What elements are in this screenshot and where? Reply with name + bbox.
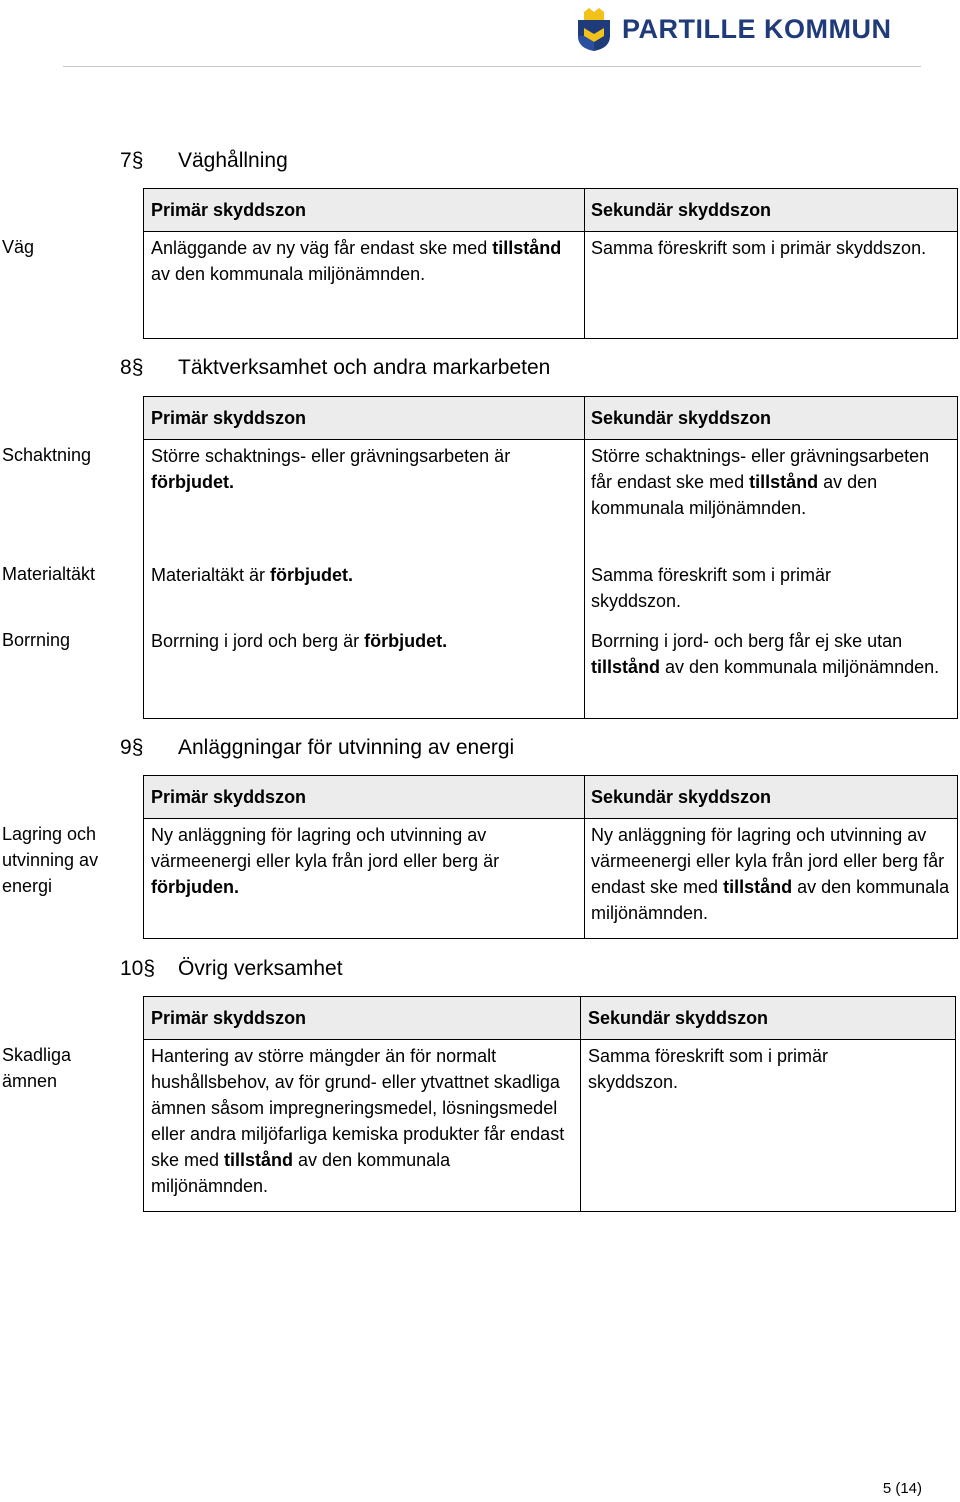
primary-rule: Större schaktnings- eller grävningsarbeten är förbjudet. [151,446,511,492]
column-divider [584,776,585,938]
section-number: 8 [120,356,132,379]
primary-rule: Ny anläggning för lagring och utvinning av värmeenergi eller kyla från jord eller berg är förbjuden. [151,825,500,897]
row-label-vag: Väg [2,237,35,257]
column-divider [584,397,585,718]
section-number: 10 [120,957,144,980]
section-7-table [143,188,958,339]
section-9-heading [120,734,515,762]
section-title: Övrig verksamhet [178,957,343,980]
section-10-heading [120,955,343,983]
primary-rule: Hantering av större mängder än för normalt hushållsbehov, av för grund- eller ytvattnet skadliga ämnen såsom impregneringsmedel, lösningsmedel eller andra miljöfarliga kemiska produkter får endast ske med tillstånd av den kommunala miljönämnden. [151,1046,565,1196]
secondary-zone-header: Sekundär skyddszon [591,408,772,428]
column-divider [584,189,585,338]
primary-rule: Anläggande av ny väg får endast ske med tillstånd av den kommunala miljönämnden. [151,238,562,284]
header-divider [63,66,921,67]
primary-rule: Borrning i jord och berg är förbjudet. [151,631,448,651]
section-title: Väghållning [178,149,288,172]
secondary-zone-header: Sekundär skyddszon [588,1008,769,1028]
primary-zone-header: Primär skyddszon [151,1008,307,1028]
row-label-skadliga-amnen: Skadliga ämnen [2,1045,72,1091]
secondary-zone-header: Sekundär skyddszon [591,200,772,220]
secondary-rule: Samma föreskrift som i primär skyddszon. [591,238,927,258]
secondary-rule: Ny anläggning för lagring och utvinning av värmeenergi eller kyla från jord eller berg får endast ske med tillstånd av den kommunala miljönämnden. [591,825,950,923]
secondary-rule: Borrning i jord- och berg får ej ske utan tillstånd av den kommunala miljönämnden. [591,631,940,677]
secondary-rule: Större schaktnings- eller grävningsarbeten får endast ske med tillstånd av den kommunala miljönämnden. [591,446,930,518]
secondary-zone-header: Sekundär skyddszon [591,787,772,807]
primary-zone-header: Primär skyddszon [151,200,307,220]
primary-zone-header: Primär skyddszon [151,408,307,428]
primary-rule: Materialtäkt är förbjudet. [151,565,354,585]
column-divider [580,997,581,1211]
section-10-table [143,996,956,1212]
row-label-borrning: Borrning [2,630,71,650]
section-8-table [143,396,958,719]
section-title: Anläggningar för utvinning av energi [178,736,515,759]
row-label-energi: Lagring och utvinning av energi [2,824,99,896]
section-number: 9 [120,736,132,759]
partille-kommun-logo [576,5,891,53]
paragraph-sign-icon: § [131,356,144,379]
coat-of-arms-icon [576,6,612,52]
section-title: Täktverksamhet och andra markarbeten [178,356,551,379]
primary-zone-header: Primär skyddszon [151,787,307,807]
section-number: 7 [120,149,132,172]
paragraph-sign-icon: § [131,736,144,759]
section-8-heading [120,354,551,382]
paragraph-sign-icon: § [131,149,144,172]
section-7-heading [120,147,288,175]
page-number: 5 (14) [882,1480,922,1497]
secondary-rule: Samma föreskrift som i primär skyddszon. [588,1046,829,1092]
secondary-rule: Samma föreskrift som i primär skyddszon. [591,565,832,611]
row-label-materialtakt: Materialtäkt [2,564,96,584]
paragraph-sign-icon: § [143,957,156,980]
section-9-table [143,775,958,939]
row-label-schaktning: Schaktning [2,445,92,465]
brand-name: PARTILLE KOMMUN [622,14,892,44]
